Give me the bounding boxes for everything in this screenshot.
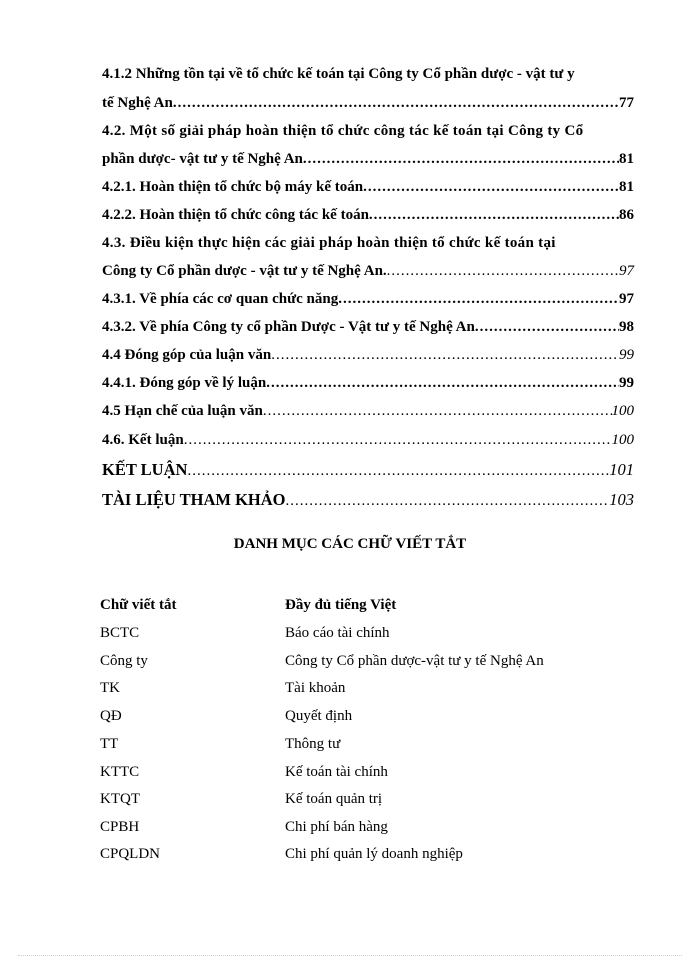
toc-entry-line	[102, 460, 634, 480]
toc-entry-text: 4.2. Một số giải pháp hoàn thiện tổ chức công tác kế toán tại Công ty Cổ	[102, 123, 584, 139]
toc-page-number: 99	[619, 375, 634, 391]
dot-leader	[303, 149, 619, 169]
toc-page-number: 81	[619, 179, 634, 195]
toc-page-number: 99	[619, 347, 634, 363]
abbr-cell: KTTC	[100, 764, 140, 780]
toc-entry-text: 4.3.2. Về phía Công ty cổ phần Dược - Vật tư y tế Nghệ An	[102, 319, 475, 335]
toc-entry-text: 4.4 Đóng góp của luận văn	[102, 347, 272, 363]
toc-page-number: 77	[619, 95, 634, 111]
abbreviation-row	[100, 677, 660, 699]
abbr-cell: QĐ	[100, 708, 122, 724]
toc-page-number: 98	[619, 319, 634, 335]
header-abbr: Chữ viết tắt	[100, 597, 177, 613]
dot-leader	[286, 491, 610, 511]
dot-leader	[187, 461, 609, 481]
toc-entry-line	[102, 317, 634, 337]
toc-entry-line	[102, 490, 634, 510]
full-cell: Chi phí quản lý doanh nghiệp	[285, 846, 463, 862]
toc-entry-text: 4.3.1. Về phía các cơ quan chức năng	[102, 291, 339, 307]
dot-leader	[271, 345, 619, 365]
toc-entry-text: 4.6. Kết luận	[102, 432, 184, 448]
abbr-cell: Công ty	[100, 653, 148, 669]
toc-entry-text: phần dược- vật tư y tế Nghệ An	[102, 151, 303, 167]
full-cell: Quyết định	[285, 708, 353, 724]
toc-page-number: 81	[619, 151, 634, 167]
abbr-cell: TT	[100, 736, 119, 752]
abbreviation-row	[100, 650, 660, 672]
full-cell: Báo cáo tài chính	[285, 625, 390, 641]
abbreviation-row	[100, 788, 660, 810]
abbreviation-row	[100, 843, 660, 865]
abbr-cell: KTQT	[100, 791, 140, 807]
abbr-cell: TK	[100, 680, 120, 696]
toc-entry-text: 4.2.2. Hoàn thiện tổ chức công tác kế toán	[102, 207, 369, 223]
dot-leader	[475, 317, 619, 337]
toc-entry-line	[102, 261, 634, 281]
toc-page-number: 101	[609, 460, 634, 479]
toc-entry-line	[102, 430, 634, 450]
full-cell: Kế toán tài chính	[285, 764, 388, 780]
abbr-cell: BCTC	[100, 625, 140, 641]
toc-page-number: 97	[619, 291, 634, 307]
toc-page-number: 100	[611, 403, 634, 419]
abbreviation-row	[100, 816, 660, 838]
toc-entry-line	[102, 233, 634, 253]
toc-entry-line	[102, 121, 634, 141]
toc-entry-text: 4.1.2 Những tồn tại về tổ chức kế toán tại Công ty Cổ phần dược - vật tư y	[102, 66, 575, 82]
toc-entry-text: 4.4.1. Đóng góp về lý luận	[102, 375, 267, 391]
toc-entry-text: 4.5 Hạn chế của luận văn	[102, 403, 263, 419]
abbreviation-row	[100, 705, 660, 727]
abbreviation-row	[100, 761, 660, 783]
full-cell: Thông tư	[285, 736, 341, 752]
toc-entry-line	[102, 205, 634, 225]
dot-leader	[369, 205, 619, 225]
toc-entry-line	[102, 93, 634, 113]
dot-leader	[387, 261, 619, 281]
page-bottom-divider	[18, 955, 682, 956]
toc-page-number: 103	[609, 490, 634, 509]
dot-leader	[363, 177, 619, 197]
toc-entry-text: TÀI LIỆU THAM KHẢO	[102, 490, 286, 509]
dot-leader	[173, 93, 619, 113]
toc-entry-line	[102, 289, 634, 309]
toc-entry-text: KẾT LUẬN	[102, 460, 188, 479]
toc-entry-line	[102, 401, 634, 421]
toc-page-number: 97	[619, 263, 634, 279]
toc-page-number: 100	[611, 432, 634, 448]
abbr-cell: CPBH	[100, 819, 140, 835]
toc-entry-line	[102, 177, 634, 197]
abbreviations-header-row	[100, 594, 660, 616]
dot-leader	[266, 373, 619, 393]
toc-entry-line	[102, 149, 634, 169]
toc-page-number: 86	[619, 207, 634, 223]
full-cell: Chi phí bán hàng	[285, 819, 388, 835]
toc-entry-line	[102, 345, 634, 365]
dot-leader	[184, 430, 612, 450]
full-cell: Công ty Cổ phần dược-vật tư y tế Nghệ An	[285, 653, 544, 669]
abbreviation-row	[100, 622, 660, 644]
header-full: Đầy đủ tiếng Việt	[285, 597, 397, 613]
full-cell: Tài khoản	[285, 680, 346, 696]
dot-leader	[263, 401, 612, 421]
toc-entry-text: 4.3. Điều kiện thực hiện các giải pháp hoàn thiện tổ chức kế toán tại	[102, 235, 556, 251]
full-cell: Kế toán quản trị	[285, 791, 383, 807]
abbreviations-title: DANH MỤC CÁC CHỮ VIẾT TẮT	[233, 536, 467, 552]
toc-entry-line	[102, 64, 634, 84]
abbreviation-row	[100, 733, 660, 755]
toc-entry-text: tế Nghệ An	[102, 95, 173, 111]
toc-entry-text: Công ty Cổ phần dược - vật tư y tế Nghệ An.	[102, 263, 387, 279]
toc-entry-text: 4.2.1. Hoàn thiện tổ chức bộ máy kế toán	[102, 179, 364, 195]
dot-leader	[338, 289, 619, 309]
abbr-cell: CPQLDN	[100, 846, 161, 862]
toc-entry-line	[102, 373, 634, 393]
